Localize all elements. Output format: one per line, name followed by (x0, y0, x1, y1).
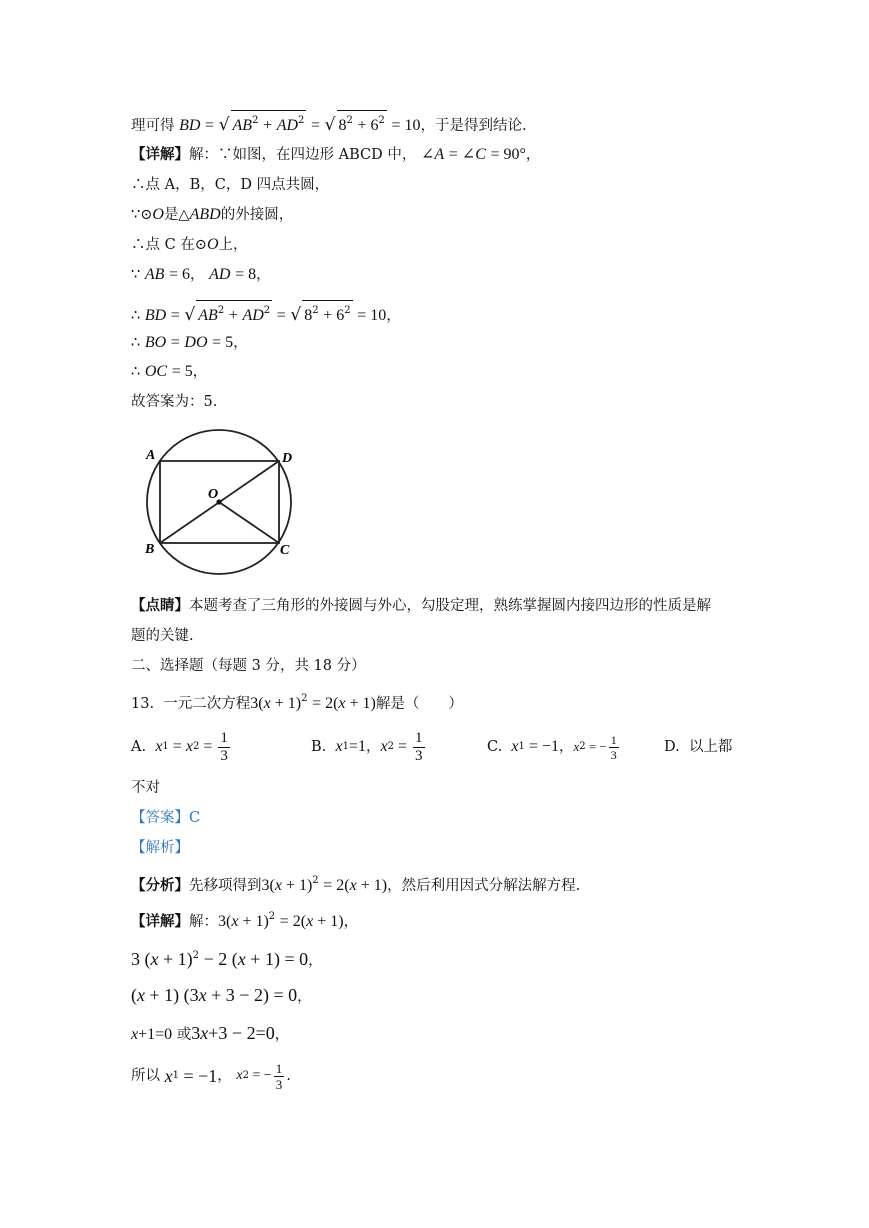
circle-quadrilateral-figure (138, 425, 308, 585)
detail-line-4: x+1=0 或3x+3 − 2=0， (131, 1023, 290, 1043)
label-d: D (282, 451, 293, 466)
text-line-5: ∴点 C 在⊙O上， (131, 236, 248, 253)
text-line-1: 理可得 BD = √ $AB^2 + AD^2$ = √ $8^2 + 6^2 = 10$，于是得到结论. (131, 110, 527, 136)
label-b: B (145, 542, 155, 557)
option-c[interactable]: C. x 1 = −1 ， x 2 = − $\frac{1}{3}$ (487, 732, 617, 762)
option-d[interactable]: D. 以上都 (664, 739, 733, 755)
analysis-label: 【解析】 (131, 840, 189, 856)
detail-line-2: 3 $(x + 1)^2 - 2$ (x + 1) = 0， (131, 949, 323, 969)
formula-bd: BD (179, 117, 201, 134)
fenxi-line: 【分析】先移项得到$3(x + 1)^2 = 2(x + 1)$，然后利用因式分解法解方程. (131, 875, 581, 894)
section-title: 二、选择题（每题 3 分，共 18 分） (131, 658, 366, 674)
detail-line-1: 【详解】解：$3(x + 1)^2 = 2(x + 1)$， (131, 911, 359, 930)
text-line-6: ∵ AB = 6， AD = 8， (131, 266, 271, 283)
question-13-options (131, 725, 732, 769)
detail-line-3: (x + 1) (3x + 3 − 2) = 0， (131, 985, 312, 1005)
option-a[interactable]: A. x 1 = x 2 = $\frac{1}{3}$ (131, 729, 228, 764)
text-line-4: ∵⊙O是△ABD的外接圆， (131, 206, 294, 223)
option-b[interactable]: B. x 1 =1 ， x 2 = $\frac{1}{3}$ (311, 729, 423, 764)
segment-oc (219, 502, 279, 543)
label-o: O (208, 487, 219, 502)
option-d-continuation: 不对 (131, 780, 160, 796)
review-line-1: 【点睛】本题考查了三角形的外接圆与外心，勾股定理，熟练掌握圆内接四边形的性质是解 (131, 597, 711, 614)
text-line-2: 【详解】解：∵如图，在四边形 ABCD 中， ∠A = ∠C = 90°， (131, 146, 541, 163)
label-a: A (146, 448, 156, 463)
answer-line: 【答案】C (131, 810, 201, 826)
text-line-3: ∴点 A，B，C，D 四点共圆， (131, 177, 330, 193)
text-line-8: ∴ BO = DO = 5， (131, 334, 248, 351)
text-line-7: ∴ BD = √ $AB^2 + AD^2$ = √ $8^2 + 6^2 = 10$， (131, 300, 401, 326)
detail-line-5: 所以 x 1 = −1 ， x 2 = − $\frac{1}{3}$ . (131, 1060, 291, 1092)
question-13-stem: 13. 一元二次方程$3(x + 1)^2 = 2(x + 1)$解是（ ） (131, 693, 463, 712)
text-line-9: ∴ OC = 5， (131, 363, 208, 380)
label-c: C (280, 543, 290, 558)
text-line-10: 故答案为：5. (131, 394, 218, 410)
review-line-2: 题的关键. (131, 628, 194, 644)
